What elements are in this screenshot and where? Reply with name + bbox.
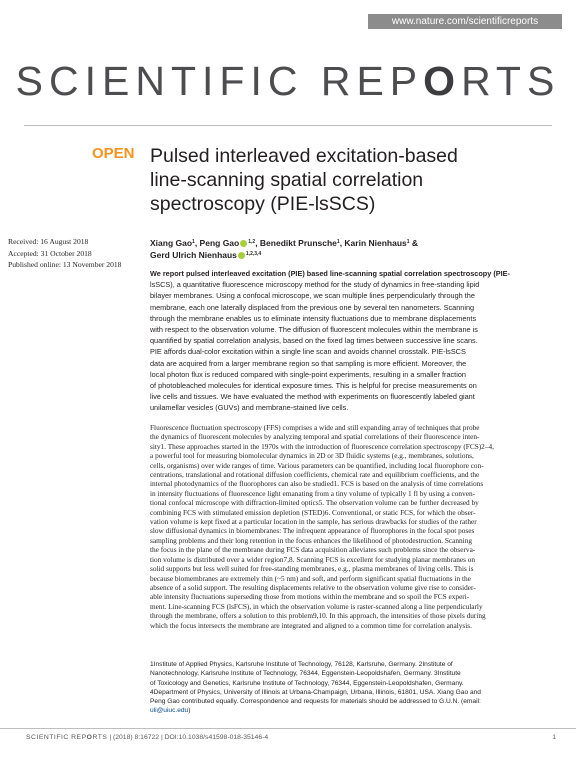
page-number: 1: [552, 734, 556, 741]
open-access-label: OPEN: [92, 145, 135, 162]
article-dates: [8, 236, 142, 271]
affiliation-line: Peng Gao contributed equally. Correspondence and requests for materials should be addressed to G.U.N. (email:: [150, 698, 481, 706]
body-line: solid supports but less well suited for free-standing membranes, e.g., plasma membranes of living cells. This is: [150, 564, 474, 574]
body-line: Fluorescence fluctuation spectroscopy (FFS) comprises a wide and still expanding array of techniques that probe: [150, 423, 480, 432]
body-line: slow diffusional dynamics in biomembranes: The infrequent appearance of fluorophores in the focal spot poses: [150, 526, 475, 536]
orcid-icon[interactable]: [238, 252, 245, 259]
accepted-date: Accepted: 31 October 2018: [8, 248, 92, 258]
journal-masthead: [0, 58, 576, 105]
main-text: [150, 423, 550, 630]
body-line: vation volume is kept fixed at a particular location in the sample, has serious drawbacks for studies of the rather: [150, 517, 477, 527]
author-name[interactable]: , Peng Gao: [194, 238, 240, 248]
affiliation-line: 4Department of Physics, University of Illinois at Urbana-Champaign, Urbana, Illinois, 61801, USA. Xiang Gao and: [150, 688, 481, 696]
author-line: [150, 237, 550, 249]
journal-name-part: SCIENTIFIC REP: [15, 58, 424, 104]
footer-divider: [0, 728, 576, 729]
body-line: sampling problems and their long retention in the focus enhances the likelihood of photodestruction. Scanning: [150, 535, 473, 545]
body-line: cells, organisms) over wide ranges of time. Various parameters can be quantified, including local fluorophore con-: [150, 460, 484, 470]
affiliation-line: 1Institute of Applied Physics, Karlsruhe Institute of Technology, 76128, Karlsruhe, Germany. 2Institute of: [150, 661, 453, 668]
body-line: the focus in the plane of the membrane during FCS data acquisition alleviates such problems since the observa-: [150, 545, 476, 555]
body-line: because biomembranes are extremely thin (~5 nm) and soft, and perform significant spatial fluctuations in the: [150, 573, 471, 583]
body-line: through the membrane, offers a solution to this problem9,10. In this approach, the intensities of those pixels during: [150, 611, 486, 621]
journal-name-bold-letter: O: [423, 58, 462, 104]
body-line: centrations, translational and rotational diffusion coefficients, chemical rate and equilibrium coefficients, and the: [150, 470, 480, 480]
article-title: [150, 144, 550, 216]
abstract-line: bilayer membranes. Using a confocal microscope, we scan multiple lines perpendicularly through the: [150, 291, 475, 301]
journal-url-banner[interactable]: www.nature.com/scientificreports: [368, 14, 562, 29]
footer-journal-name: [26, 734, 107, 741]
affiliation-sup: 1,2: [248, 239, 256, 245]
author-list: [150, 237, 550, 261]
author-name[interactable]: Gerd Ulrich Nienhaus: [150, 250, 237, 260]
affiliation-line: Nanotechnology, Karlsruhe Institute of Technology, 76344, Eggenstein-Leopoldshafen, Germany. 3Institute: [150, 670, 461, 678]
affiliations: [150, 660, 550, 716]
abstract-line: of photobleached molecules for identical exposure times. This is helpful for precise measurements on: [150, 381, 477, 391]
title-line: Pulsed interleaved excitation-based: [150, 145, 458, 167]
affiliation-sup: 1,2,3,4: [245, 251, 262, 257]
footer-journal-part: SCIENTIFIC REP: [26, 734, 87, 741]
author-name[interactable]: , Benedikt Prunsche: [255, 238, 337, 248]
abstract: [150, 268, 550, 414]
footer-citation[interactable]: | (2018) 8:16722 | DOI:10.1038/s41598-018-35146-4: [109, 734, 269, 741]
abstract-line: membrane, each one laterally displaced from the previous one by several ten nanometers. Scanning: [150, 302, 475, 312]
author-separator: &: [409, 238, 419, 248]
body-line: tional confocal microscope with diffraction-limited optics5. The observation volume can be further decreased by: [150, 498, 479, 508]
body-line: a powerful tool for measuring biomolecular dynamics in 2D or 3D fluidic systems (e.g., membranes, solutions,: [150, 451, 474, 461]
abstract-line: lsSCS), a quantitative fluorescence microscopy method for the study of dynamics in free-standing lipid: [150, 280, 480, 290]
affiliation-sup: 1: [336, 239, 340, 245]
header-divider: [24, 125, 552, 126]
affiliation-sup: 1: [406, 239, 410, 245]
affiliation-line: of Toxicology and Genetics, Karlsruhe Institute of Technology, 76344, Eggenstein-Leopoldshafen, Germany.: [150, 679, 464, 687]
body-line: sity1. These approaches started in the 1970s with the introduction of fluorescence correlation spectroscopy (FCS)2–4,: [150, 441, 494, 451]
abstract-line: quantified by spatial correlation analysis, based on the fixed lag times between successive line scans.: [150, 336, 478, 346]
abstract-line: with respect to the observation volume. The diffusion of fluorescent molecules within the membrane is: [150, 325, 478, 335]
body-line: ment. Line-scanning FCS (lsFCS), in which the observation volume is raster-scanned along a line perpendicularly: [150, 601, 483, 611]
body-line: which the focus intersects the membrane are integrated and aligned to a common time for correlation analysis.: [150, 620, 472, 630]
body-line: able intensity fluctuations superseding those from motions within the membrane and so spoil the FCS experi-: [150, 592, 470, 602]
abstract-line: unilamellar vesicles (GUVs) and membrane-stained live cells.: [150, 403, 349, 413]
affiliation-sup: 1: [192, 239, 195, 245]
body-line: in intensity fluctuations of fluorescence light emanating from a tiny volume of typically 1 fl by using a conven-: [150, 488, 476, 498]
correspondence-email-link[interactable]: uli@uiuc.edu: [150, 707, 189, 715]
published-date: Published online: 13 November 2018: [8, 260, 122, 269]
body-line: internal photodynamics of the fluorophores can also be studied1. FCS is based on the analysis of time correlations: [150, 479, 484, 489]
abstract-line: through the membrane enables us to eliminate intensity fluctuations due to membrane displacements: [150, 313, 477, 323]
title-line: line-scanning spatial correlation: [150, 169, 424, 191]
author-name[interactable]: Xiang Gao: [150, 238, 193, 248]
abstract-line: PIE affords dual-color excitation within a single line scan and avoids channel crosstalk. PIE-lsSCS: [150, 347, 466, 357]
page-footer: [26, 734, 556, 741]
received-date: Received: 16 August 2018: [8, 237, 89, 246]
affiliation-line: [150, 706, 550, 715]
footer-journal-bold-letter: O: [86, 734, 93, 741]
body-line: combining FCS with stimulated emission depletion (STED)6. Conventional, or static FCS, for which the obser-: [150, 507, 476, 517]
closing-paren: ): [188, 707, 191, 715]
body-line: the dynamics of fluorescent molecules by analyzing temporal and spatial correlations of their fluorescence inten-: [150, 432, 480, 442]
author-name[interactable]: , Karin Nienhaus: [339, 238, 407, 248]
journal-name-part: RTS: [461, 58, 561, 104]
orcid-icon[interactable]: [240, 240, 247, 247]
body-line: tion volume is distributed over a wider region7,8. Scanning FCS is excellent for studying planar membranes on: [150, 554, 476, 564]
abstract-line: local photon flux is reduced compared with single-point experiments, resulting in a smaller fraction: [150, 369, 466, 379]
body-line: absence of a solid support. The resulting displacements relative to the observation volume give rise to consider-: [150, 582, 476, 592]
abstract-line: We report pulsed interleaved excitation (PIE) based line-scanning spatial correlation spectroscopy (PIE-: [150, 269, 510, 278]
title-line: spectroscopy (PIE-lsSCS): [150, 193, 376, 215]
abstract-line: data are acquired from a larger membrane region so that sampling is more efficient. Moreover, the: [150, 358, 467, 368]
author-line: [150, 249, 550, 261]
footer-journal-part: RTS: [92, 734, 108, 741]
abstract-line: live cells and tissues. We have evaluated the method with experiments on fluorescently labeled giant: [150, 392, 475, 402]
